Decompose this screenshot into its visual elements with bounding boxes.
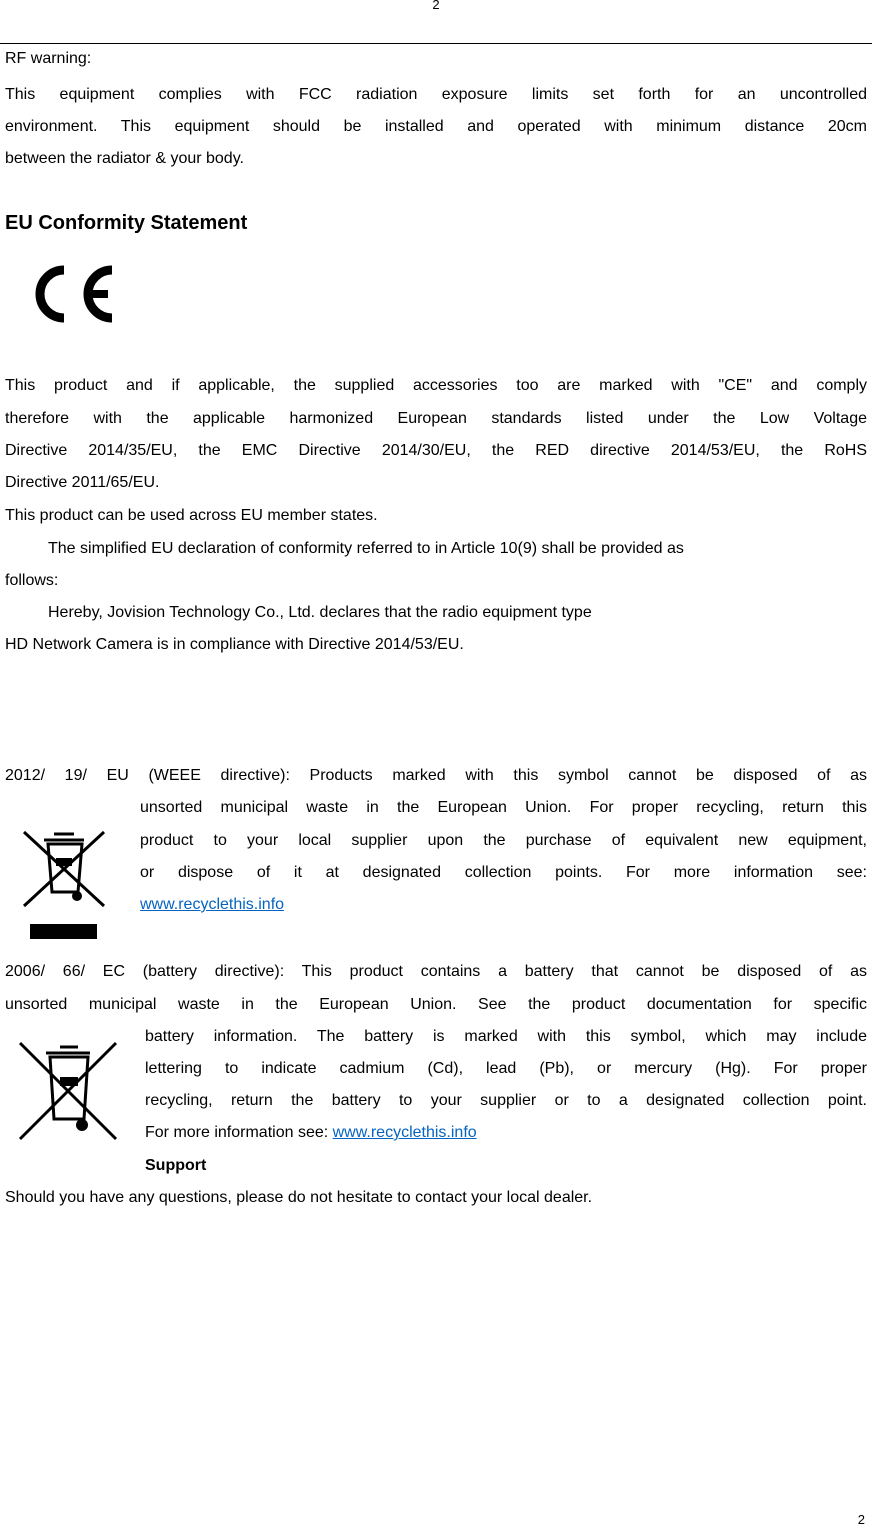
rf-warning-title: RF warning: xyxy=(5,50,92,67)
weee-recycle-link[interactable]: www.recyclethis.info xyxy=(140,896,285,913)
crossed-bin-icon xyxy=(20,828,108,910)
battery-line-4: lettering to indicate cadmium (Cd), lead (Pb), or mercury (Hg). For proper xyxy=(145,1060,867,1077)
support-text: Should you have any questions, please do not hesitate to contact your local dealer. xyxy=(5,1189,593,1206)
support-heading: Support xyxy=(145,1157,207,1174)
rf-warning-line-3: between the radiator & your body. xyxy=(5,150,244,167)
eu-paragraph-3-line-1: The simplified EU declaration of conformity referred to in Article 10(9) shall be provided as xyxy=(48,540,684,557)
weee-line-1: 2012/ 19/ EU (WEEE directive): Products marked with this symbol cannot be disposed of as xyxy=(5,767,867,784)
ce-mark-icon xyxy=(28,262,120,326)
crossed-battery-bin-icon xyxy=(14,1037,122,1145)
battery-line-3: battery information. The battery is marked with this symbol, which may include xyxy=(145,1028,867,1045)
battery-line-1: 2006/ 66/ EC (battery directive): This product contains a battery that cannot be disposed of as xyxy=(5,963,867,980)
battery-line-6 xyxy=(145,1122,477,1144)
eu-paragraph-4-line-1: Hereby, Jovision Technology Co., Ltd. declares that the radio equipment type xyxy=(48,604,592,621)
weee-line-3: product to your local supplier upon the purchase of equivalent new equipment, xyxy=(140,832,867,849)
eu-paragraph-1-line-1: This product and if applicable, the supplied accessories too are marked with "CE" and comply xyxy=(5,377,867,394)
battery-more-info-label: For more information see: xyxy=(145,1124,333,1141)
rf-warning-line-1: This equipment complies with FCC radiation exposure limits set forth for an uncontrolled xyxy=(5,86,867,103)
weee-line-4: or dispose of it at designated collection points. For more information see: xyxy=(140,864,867,881)
eu-conformity-heading: EU Conformity Statement xyxy=(5,212,248,234)
eu-paragraph-1-line-3: Directive 2014/35/EU, the EMC Directive 2014/30/EU, the RED directive 2014/53/EU, the RoHS xyxy=(5,442,867,459)
header-divider xyxy=(0,43,872,44)
eu-paragraph-4-line-2: HD Network Camera is in compliance with Directive 2014/53/EU. xyxy=(5,636,464,653)
eu-paragraph-2: This product can be used across EU member states. xyxy=(5,507,378,524)
rf-warning-line-2: environment. This equipment should be installed and operated with minimum distance 20cm xyxy=(5,118,867,135)
battery-line-2: unsorted municipal waste in the European Union. See the product documentation for specific xyxy=(5,996,867,1013)
header-page-number: 2 xyxy=(432,0,440,12)
weee-line-2: unsorted municipal waste in the European Union. For proper recycling, return this xyxy=(140,799,867,816)
battery-recycle-link[interactable]: www.recyclethis.info xyxy=(332,1124,477,1141)
eu-paragraph-1-line-2: therefore with the applicable harmonized European standards listed under the Low Voltage xyxy=(5,410,867,427)
eu-paragraph-1-line-4: Directive 2011/65/EU. xyxy=(5,474,160,491)
eu-paragraph-3-line-2: follows: xyxy=(5,572,59,589)
weee-black-bar xyxy=(30,924,97,939)
footer-page-number: 2 xyxy=(857,1512,865,1527)
battery-line-5: recycling, return the battery to your supplier or to a designated collection point. xyxy=(145,1092,867,1109)
